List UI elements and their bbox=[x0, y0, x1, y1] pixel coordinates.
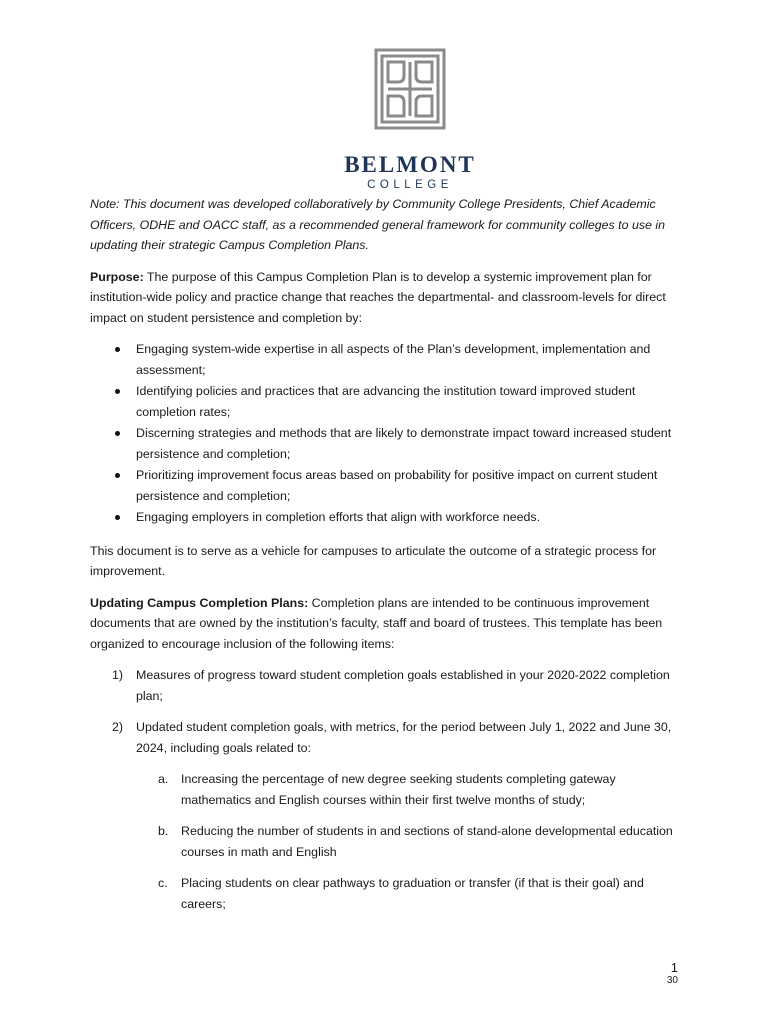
subitem-letter: b. bbox=[158, 824, 169, 838]
list-item bbox=[90, 717, 685, 914]
list-item bbox=[90, 423, 685, 464]
item-text: Measures of progress toward student completion goals established in your 2020-2022 completion plan; bbox=[136, 668, 670, 703]
current-page: 1 bbox=[670, 960, 678, 975]
list-item bbox=[136, 769, 685, 810]
page-number bbox=[667, 961, 678, 987]
bullet-text: Engaging system-wide expertise in all aspects of the Plan’s development, implementation and assessment; bbox=[136, 342, 651, 377]
total-pages: 30 bbox=[666, 975, 678, 986]
subitem-text: Reducing the number of students in and sections of stand-alone developmental education courses in math and English bbox=[181, 824, 673, 859]
item-number: 2) bbox=[112, 720, 124, 734]
bullet-text: Engaging employers in completion efforts that align with workforce needs. bbox=[136, 510, 541, 524]
vehicle-paragraph: This document is to serve as a vehicle for campuses to articulate the outcome of a strategic process for improvement. bbox=[90, 543, 657, 578]
items-list bbox=[90, 665, 685, 914]
note-paragraph: Note: This document was developed collaboratively by Community College Presidents, Chief Academic Officers, ODHE and OACC staff, as a recommended general framework for community colleges to use in updating their strategic Campus Completion Plans. bbox=[90, 197, 666, 252]
subitem-letter: c. bbox=[158, 876, 168, 890]
bullet-icon bbox=[115, 515, 120, 520]
item-text: Updated student completion goals, with metrics, for the period between July 1, 2022 and June 30, 2024, including goals related to: bbox=[136, 720, 672, 755]
list-item bbox=[136, 873, 685, 914]
list-item bbox=[136, 821, 685, 862]
bullet-icon bbox=[115, 473, 120, 478]
updating-text: Completion plans are intended to be continuous improvement documents that are owned by the institution’s faculty, staff and board of trustees. This template has been organized to encourage inclusion of the following items: bbox=[90, 595, 663, 651]
list-item bbox=[90, 465, 685, 506]
subitem-letter: a. bbox=[158, 772, 169, 786]
bullet-icon bbox=[115, 347, 120, 352]
purpose-label: Purpose: bbox=[90, 269, 144, 284]
belmont-emblem-icon bbox=[370, 46, 450, 132]
updating-paragraph bbox=[90, 593, 685, 655]
purpose-text: The purpose of this Campus Completion Plan is to develop a systemic improvement plan for institution-wide policy and practice change that reaches the departmental- and classroom-levels for direct impact on student persistence and completion by: bbox=[90, 269, 666, 325]
list-item bbox=[90, 507, 685, 528]
goals-sublist bbox=[136, 769, 685, 914]
college-logo bbox=[330, 46, 490, 192]
bullet-icon bbox=[115, 431, 120, 436]
list-item bbox=[90, 381, 685, 422]
list-item bbox=[90, 339, 685, 380]
list-item bbox=[90, 665, 685, 706]
logo-wordmark: BELMONT bbox=[344, 152, 476, 177]
subitem-text: Increasing the percentage of new degree seeking students completing gateway mathematics and English courses within their first twelve months of study; bbox=[181, 772, 616, 807]
bullet-icon bbox=[115, 389, 120, 394]
item-number: 1) bbox=[112, 668, 124, 682]
bullet-text: Discerning strategies and methods that are likely to demonstrate impact toward increased student persistence and completion; bbox=[136, 426, 672, 461]
purpose-paragraph bbox=[90, 267, 685, 329]
bullet-text: Identifying policies and practices that are advancing the institution toward improved student completion rates; bbox=[136, 384, 636, 419]
subitem-text: Placing students on clear pathways to graduation or transfer (if that is their goal) and careers; bbox=[181, 876, 644, 911]
logo-subtitle: COLLEGE bbox=[367, 179, 453, 191]
updating-label: Updating Campus Completion Plans: bbox=[90, 595, 309, 610]
purpose-bullet-list bbox=[90, 339, 685, 528]
document-body bbox=[90, 194, 685, 925]
bullet-text: Prioritizing improvement focus areas based on probability for positive impact on current student persistence and completion; bbox=[136, 468, 658, 503]
